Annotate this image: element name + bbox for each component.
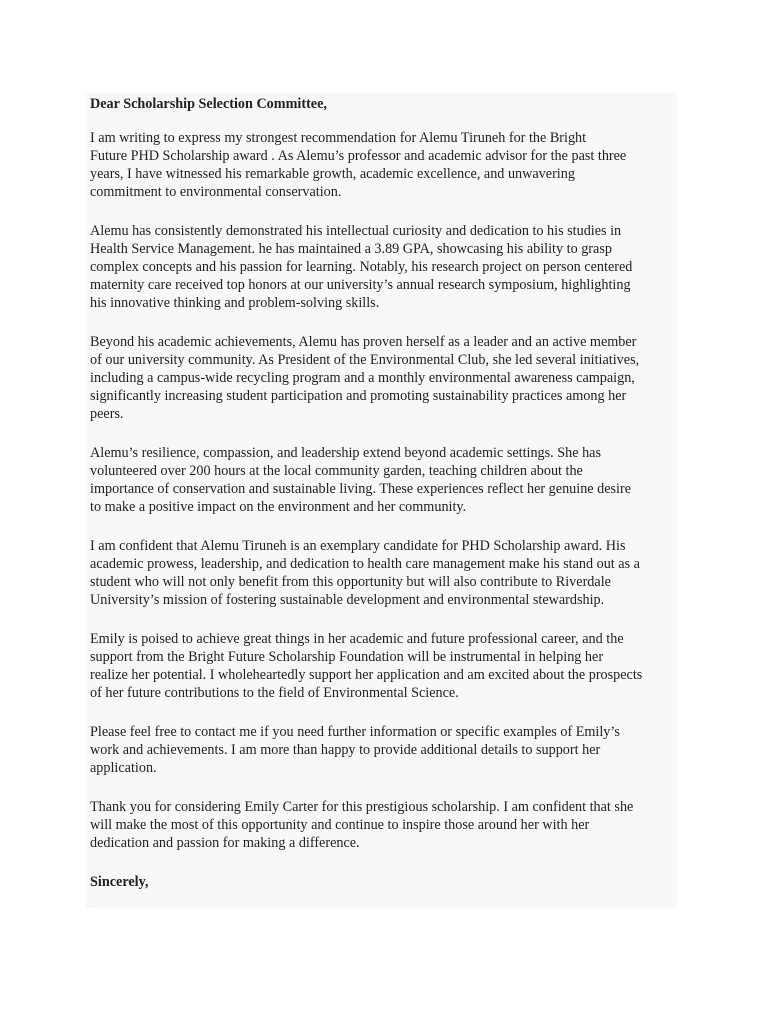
text-line: maternity care received top honors at our university’s annual research symposium, highlighting xyxy=(90,277,631,293)
text-line: application. xyxy=(90,760,157,776)
text-line: years, I have witnessed his remarkable growth, academic excellence, and unwavering xyxy=(90,166,575,182)
text-line: support from the Bright Future Scholarship Foundation will be instrumental in helping her xyxy=(90,649,604,665)
text-line: Beyond his academic achievements, Alemu has proven herself as a leader and an active member xyxy=(90,334,637,350)
text-line: Alemu has consistently demonstrated his intellectual curiosity and dedication to his studies in xyxy=(90,223,622,239)
text-line: complex concepts and his passion for learning. Notably, his research project on person centered xyxy=(90,259,633,275)
paragraph-5 xyxy=(90,537,677,609)
text-line: significantly increasing student participation and promoting sustainability practices among her xyxy=(90,388,627,404)
text-line: to make a positive impact on the environment and her community. xyxy=(90,499,467,515)
text-line: Health Service Management. he has maintained a 3.89 GPA, showcasing his ability to grasp xyxy=(90,241,612,257)
text-line: realize her potential. I wholeheartedly support her application and am excited about the prospects xyxy=(90,667,643,683)
paragraph-4 xyxy=(90,444,677,516)
closing: Sincerely, xyxy=(90,874,149,890)
text-line: of our university community. As President of the Environmental Club, she led several initiatives, xyxy=(90,352,640,368)
text-line: volunteered over 200 hours at the local community garden, teaching children about the xyxy=(90,463,583,479)
text-line: Alemu’s resilience, compassion, and leadership extend beyond academic settings. She has xyxy=(90,445,601,461)
paragraph-7 xyxy=(90,723,677,777)
text-line: work and achievements. I am more than happy to provide additional details to support her xyxy=(90,742,601,758)
text-line: importance of conservation and sustainable living. These experiences reflect her genuine desire xyxy=(90,481,632,497)
salutation: Dear Scholarship Selection Committee, xyxy=(90,96,327,112)
paragraph-2 xyxy=(90,222,677,312)
text-line: of her future contributions to the field of Environmental Science. xyxy=(90,685,459,701)
text-line: commitment to environmental conservation. xyxy=(90,184,342,200)
text-line: student who will not only benefit from this opportunity but will also contribute to Riverdale xyxy=(90,574,611,590)
text-line: University’s mission of fostering sustainable development and environmental stewardship. xyxy=(90,592,605,608)
text-line: peers. xyxy=(90,406,124,422)
text-line: Thank you for considering Emily Carter for this prestigious scholarship. I am confident that she xyxy=(90,799,634,815)
text-line: I am confident that Alemu Tiruneh is an exemplary candidate for PHD Scholarship award. His xyxy=(90,538,626,554)
paragraph-8 xyxy=(90,798,677,852)
text-line: will make the most of this opportunity and continue to inspire those around her with her xyxy=(90,817,590,833)
paragraph-6 xyxy=(90,630,677,702)
text-line: Emily is poised to achieve great things in her academic and future professional career, and the xyxy=(90,631,624,647)
text-line: academic prowess, leadership, and dedication to health care management make his stand out as a xyxy=(90,556,640,572)
recommendation-letter xyxy=(86,93,677,908)
text-line: his innovative thinking and problem-solving skills. xyxy=(90,295,380,311)
text-line: including a campus-wide recycling program and a monthly environmental awareness campaign, xyxy=(90,370,635,386)
text-line: dedication and passion for making a difference. xyxy=(90,835,360,851)
text-line: I am writing to express my strongest recommendation for Alemu Tiruneh for the Bright xyxy=(90,130,587,146)
text-line: Future PHD Scholarship award . As Alemu’s professor and academic advisor for the past three xyxy=(90,148,627,164)
text-line: Please feel free to contact me if you need further information or specific examples of Emily’s xyxy=(90,724,620,740)
paragraph-1 xyxy=(90,129,677,201)
paragraph-3 xyxy=(90,333,677,423)
